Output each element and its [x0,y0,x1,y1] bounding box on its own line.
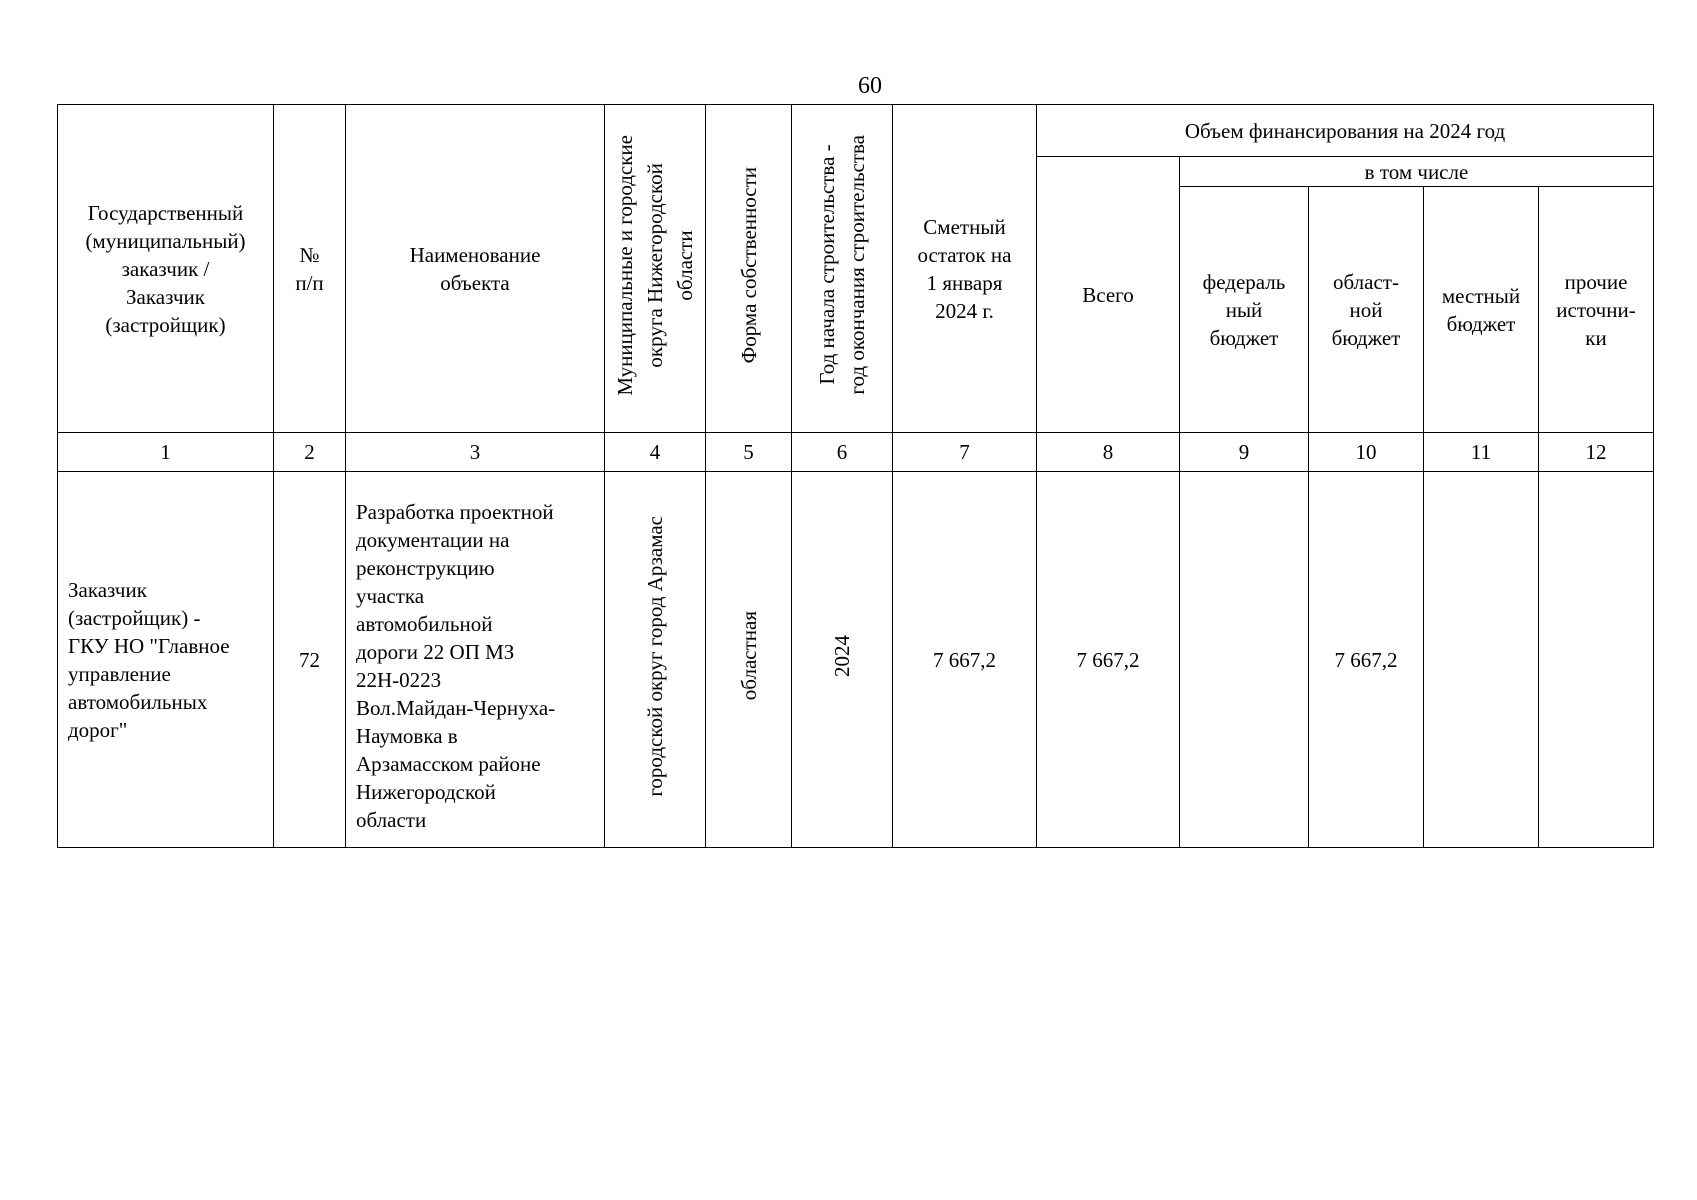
header-number: № п/п [274,105,346,433]
cell-years-text: 2024 [830,635,854,677]
cell-customer: Заказчик (застройщик) - ГКУ НО "Главное управление автомобильных дорог" [58,472,274,848]
cell-ownership [706,472,792,848]
column-number: 6 [792,433,893,472]
column-number: 4 [605,433,706,472]
page-number: 60 [858,73,882,99]
cell-municipality [605,472,706,848]
column-number: 10 [1309,433,1424,472]
cell-total: 7 667,2 [1037,472,1180,848]
column-number: 3 [346,433,605,472]
header-municipality-text: Муниципальные и городские округа Нижегородской области [613,134,697,396]
header-local: местный бюджет [1424,187,1539,433]
table-row [58,472,1654,848]
cell-object-name: Разработка проектной документации на реконструкцию участка автомобильной дороги 22 ОП МЗ 22Н-0223 Вол.Майдан-Чернуха- Наумовка в Арзамасском районе Нижегородской области [346,472,605,848]
column-number-row [58,433,1654,472]
column-number: 7 [893,433,1037,472]
cell-federal [1180,472,1309,848]
cell-local [1424,472,1539,848]
cell-number: 72 [274,472,346,848]
column-number: 11 [1424,433,1539,472]
construction-financing-table [57,104,1654,848]
header-regional: област- ной бюджет [1309,187,1424,433]
header-including: в том числе [1180,157,1654,187]
header-total: Всего [1037,157,1180,433]
header-other: прочие источни- ки [1539,187,1654,433]
column-number: 12 [1539,433,1654,472]
cell-other [1539,472,1654,848]
column-number: 8 [1037,433,1180,472]
header-years [792,105,893,433]
cell-ownership-text: областная [736,611,761,701]
header-remainder: Сметный остаток на 1 января 2024 г. [893,105,1037,433]
column-number: 5 [706,433,792,472]
header-ownership [706,105,792,433]
cell-years [792,472,893,848]
header-financing: Объем финансирования на 2024 год [1037,105,1654,157]
column-number: 9 [1180,433,1309,472]
header-ownership-text: Форма собственности [736,166,761,364]
header-federal: федераль ный бюджет [1180,187,1309,433]
column-number: 2 [274,433,346,472]
header-object-name: Наименование объекта [346,105,605,433]
cell-regional: 7 667,2 [1309,472,1424,848]
header-years-text: Год начала строительства - год окончания строительства [815,135,869,395]
header-customer: Государственный (муниципальный) заказчик / Заказчик (застройщик) [58,105,274,433]
cell-municipality-text: городской округ город Арзамас [643,515,667,797]
column-number: 1 [58,433,274,472]
header-municipality [605,105,706,433]
cell-remainder: 7 667,2 [893,472,1037,848]
